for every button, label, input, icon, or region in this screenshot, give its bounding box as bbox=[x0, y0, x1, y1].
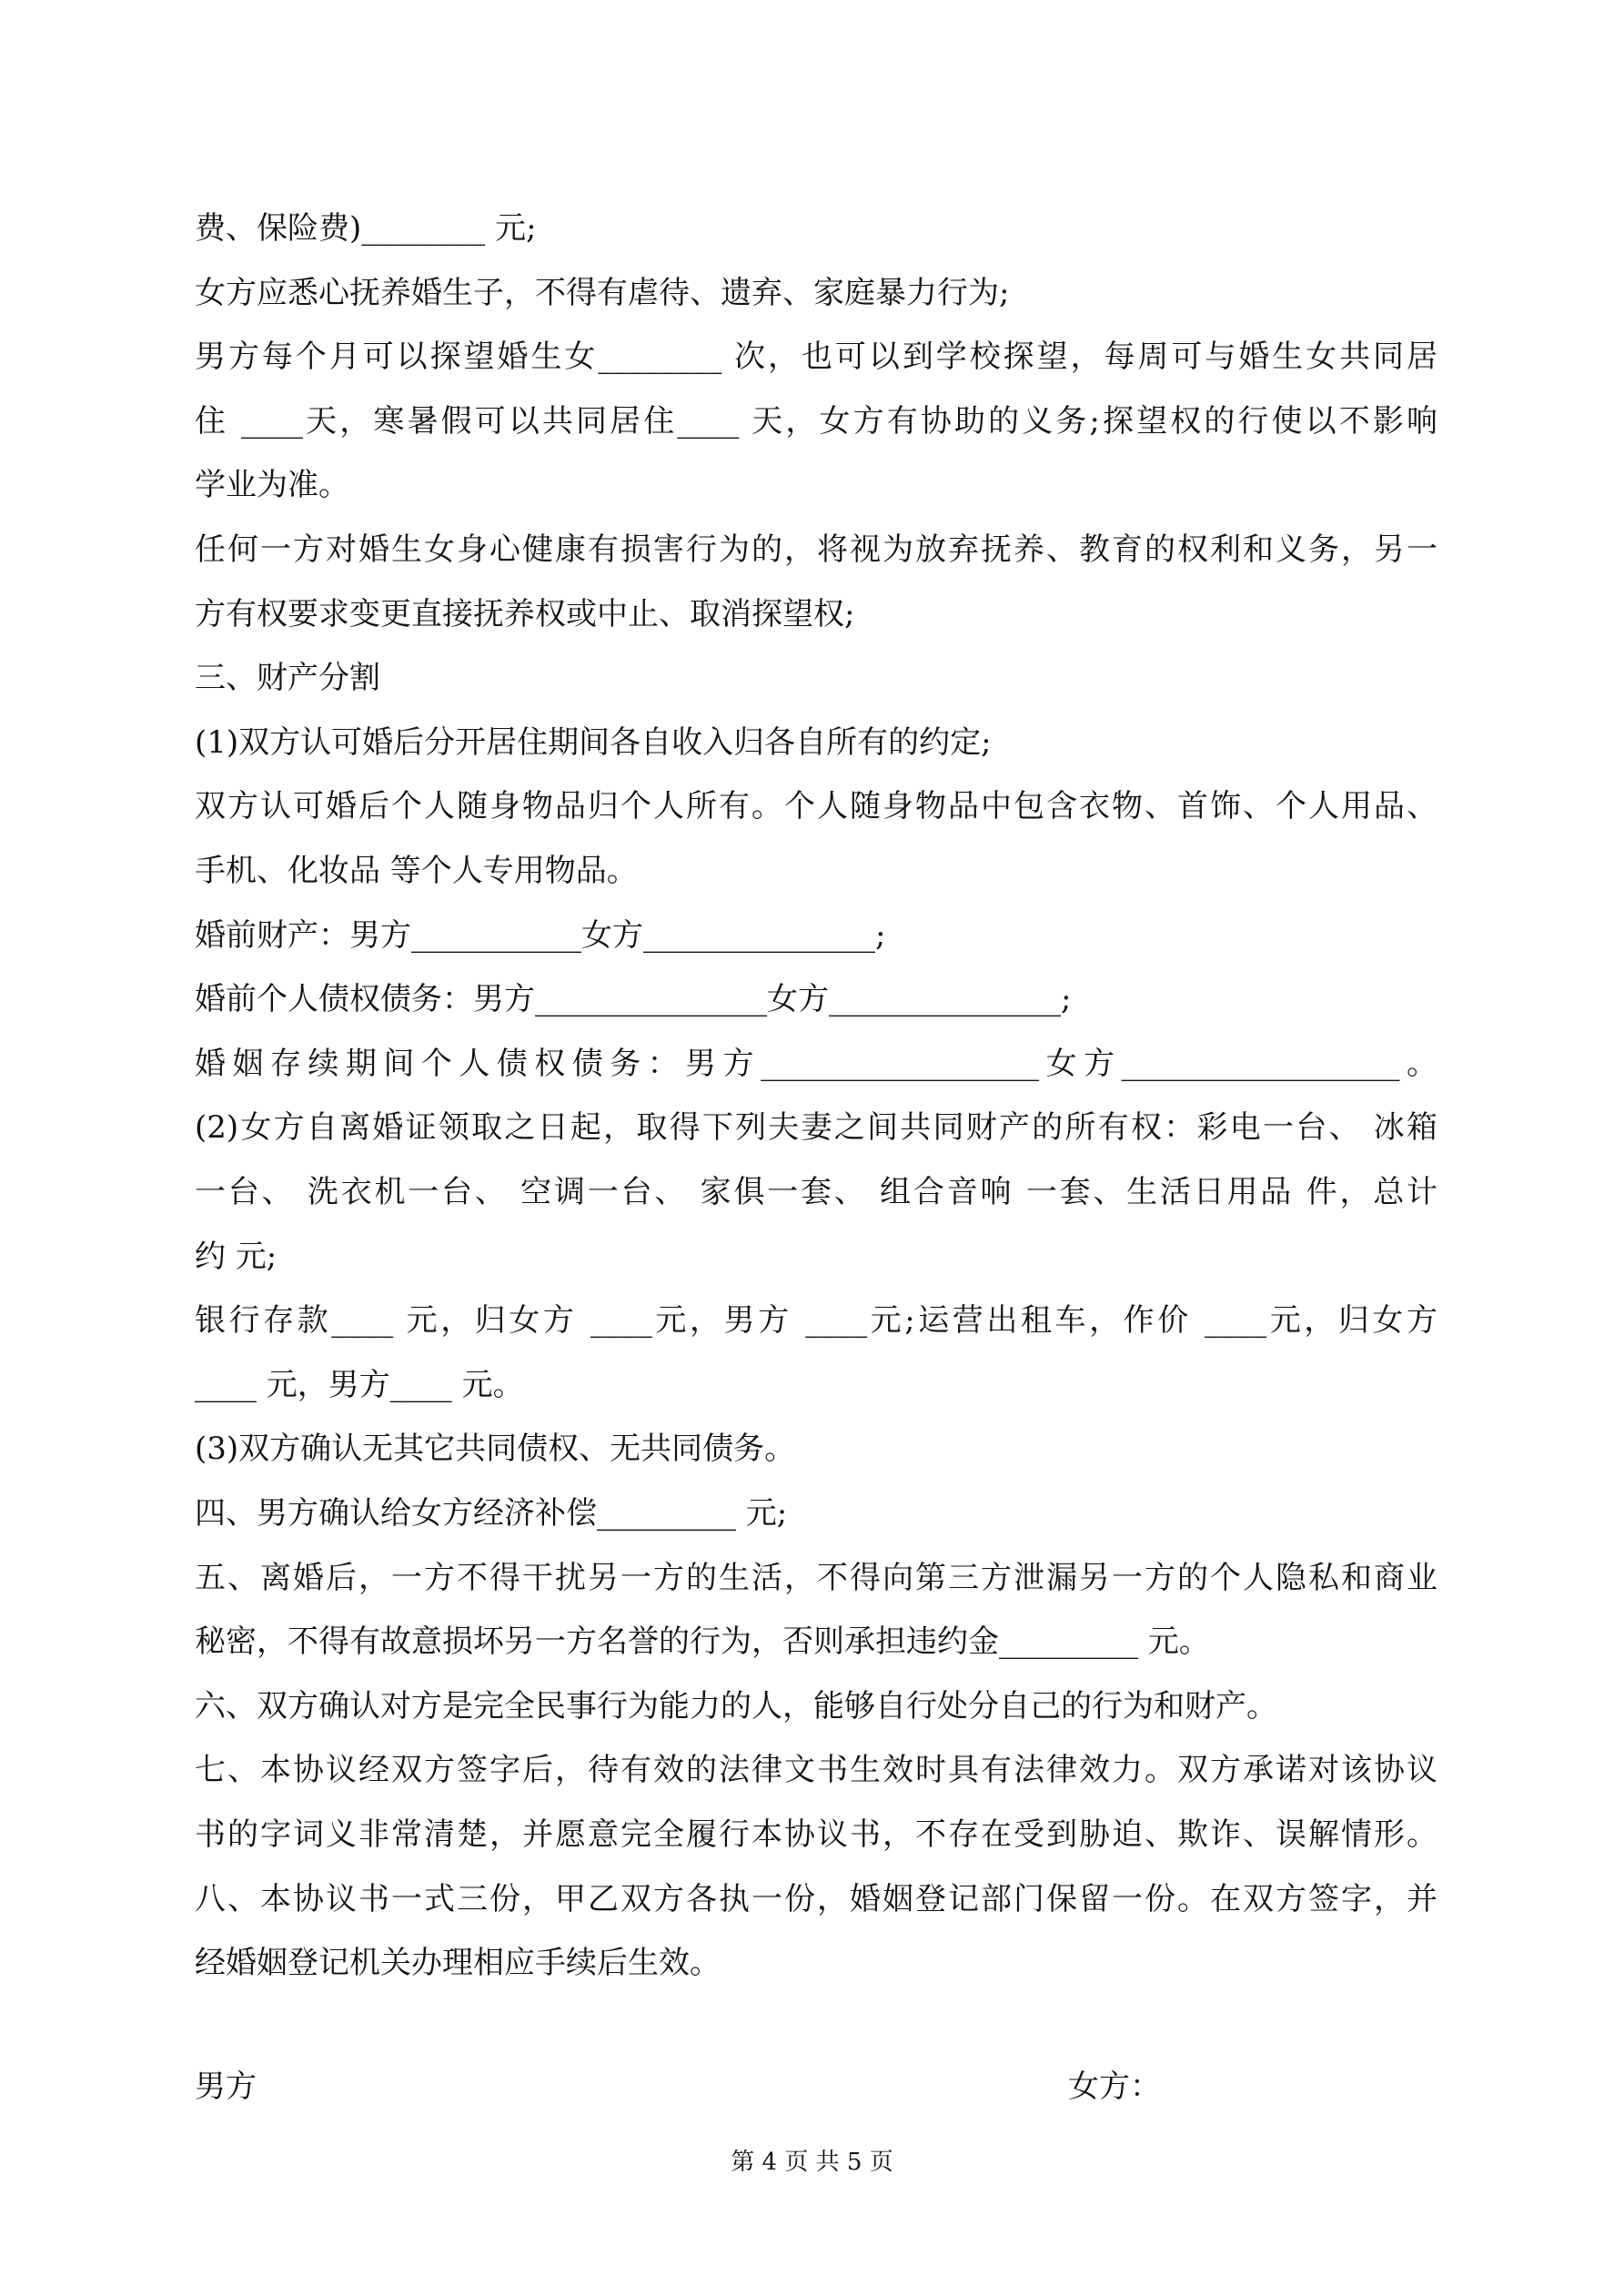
text-line: ____ 元，男方____ 元。 bbox=[195, 1366, 524, 1403]
text-line: 任何一方对婚生女身心健康有损害行为的，将视为放弃抚养、教育的权利和义务，另一 bbox=[195, 531, 1437, 568]
text-line: (1)双方认可婚后分开居住期间各自收入归各自所有的约定; bbox=[195, 723, 992, 761]
text-line: 住 ____天，寒暑假可以共同居住____ 天，女方有协助的义务;探望权的行使以不影响 bbox=[195, 402, 1437, 440]
text-line: 手机、化妆品 等个人专用物品。 bbox=[195, 853, 638, 889]
text-line: 七、本协议经双方签字后，待有效的法律文书生效时具有法律效力。双方承诺对该协议 bbox=[195, 1752, 1437, 1789]
page-footer: 第 4 页 共 5 页 bbox=[731, 2149, 893, 2176]
text-line: 婚姻存续期间个人债权债务：男方__________________女方__________________。 bbox=[195, 1045, 1437, 1082]
signature-male-label: 男方 bbox=[195, 2068, 257, 2105]
text-line: (2)女方自离婚证领取之日起，取得下列夫妻之间共同财产的所有权：彩电一台、 冰箱 bbox=[195, 1109, 1437, 1147]
text-line: 婚前个人债权债务：男方_______________女方_______________; bbox=[195, 981, 1072, 1018]
signature-female-label: 女方： bbox=[1068, 2068, 1161, 2105]
text-line: 秘密，不得有故意损坏另一方名誉的行为，否则承担违约金_________ 元。 bbox=[195, 1623, 1210, 1661]
text-line: 学业为准。 bbox=[195, 467, 349, 504]
text-line: 银行存款____ 元，归女方 ____元，男方 ____元;运营出租车，作价 ____元，归女方 bbox=[195, 1302, 1437, 1340]
text-line: 六、双方确认对方是完全民事行为能力的人，能够自行处分自己的行为和财产。 bbox=[195, 1687, 1277, 1725]
text-line: 经婚姻登记机关办理相应手续后生效。 bbox=[195, 1945, 721, 1982]
text-line: 女方应悉心抚养婚生子，不得有虐待、遗弃、家庭暴力行为; bbox=[195, 274, 1010, 311]
text-line: (3)双方确认无其它共同债权、无共同债务。 bbox=[195, 1431, 796, 1468]
text-line: 双方认可婚后个人随身物品归个人所有。个人随身物品中包含衣物、首饰、个人用品、 bbox=[195, 788, 1437, 825]
text-line: 三、财产分割 bbox=[195, 660, 380, 697]
text-line: 方有权要求变更直接抚养权或中止、取消探望权; bbox=[195, 595, 855, 632]
text-line: 费、保险费)________ 元; bbox=[195, 210, 537, 247]
text-line: 四、男方确认给女方经济补偿_________ 元; bbox=[195, 1495, 788, 1532]
text-line: 八、本协议书一式三份，甲乙双方各执一份，婚姻登记部门保留一份。在双方签字，并 bbox=[195, 1880, 1437, 1917]
text-line: 五、离婚后，一方不得干扰另一方的生活，不得向第三方泄漏另一方的个人隐私和商业 bbox=[195, 1559, 1437, 1596]
text-line: 约 元; bbox=[195, 1238, 277, 1275]
text-line: 婚前财产：男方___________女方_______________; bbox=[195, 916, 886, 954]
text-line: 男方每个月可以探望婚生女________ 次，也可以到学校探望，每周可与婚生女共同居 bbox=[195, 339, 1437, 376]
text-line: 一台、 洗衣机一台、 空调一台、 家俱一套、 组合音响 一套、生活日用品 件，总计 bbox=[195, 1174, 1437, 1210]
text-line: 书的字词义非常清楚，并愿意完全履行本协议书，不存在受到胁迫、欺诈、误解情形。 bbox=[195, 1816, 1437, 1853]
